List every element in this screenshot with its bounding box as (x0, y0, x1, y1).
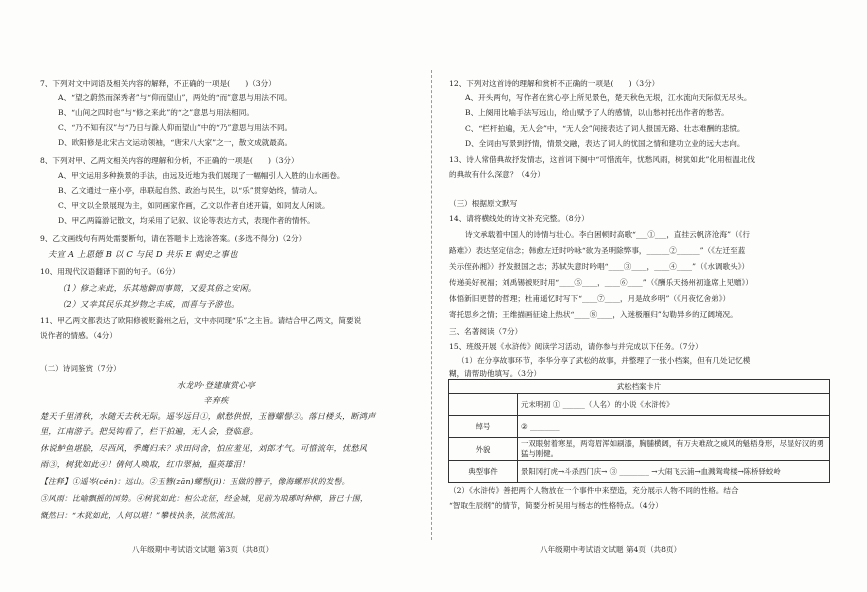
q7-option-d: D、欧阳修是北宋古文运动领袖，“唐宋八大家”之一，散文成就最高。 (58, 138, 293, 147)
annotation-line-2: ③风雨：比喻飘摇的国势。④树犹如此：桓公北征，经金城，见前为琅琊时种柳，皆已十围， (40, 494, 368, 503)
poem-title: 水龙吟·登建康赏心亭 (176, 380, 256, 390)
q12-option-b: B、上阕用比喻手法写远山，给山赋予了人的感情，以山愁衬托出作者的愁苦。 (465, 108, 729, 117)
q15-part1: （1）在分享故事环节，李华分享了武松的故事，并整理了一张小档案，但有几处记忆模 (457, 356, 751, 365)
q10-sentence-1: （1）修之来此，乐其地僻而事简，又爱其俗之安闲。 (58, 283, 257, 293)
q8-option-d: D、甲乙两篇游记散文，均采用了记叙、议论等表达方式，表现作者的情怀。 (58, 216, 315, 225)
poem-line-2: 里，江南游子。把吴钩看了，栏干拍遍，无人会，登临意。 (40, 426, 259, 436)
section-classics-heading: 三、名著阅读（7分） (449, 327, 523, 336)
card-row-author-label (449, 394, 518, 416)
poem-line-4: 雨③，树犹如此④！倩何人唤取，红巾翠袖，揾英雄泪！ (40, 459, 250, 469)
q8-option-b: B、乙文通过一座小亭，串联起自然、政治与民生，以“乐”贯穿始终，情动人。 (58, 186, 322, 195)
q12-option-a: A、开头两句，写作者在赏心亭上所见景色，楚天秋色无垠，江水流向天际似无尽头。 (465, 93, 752, 102)
q14-line-4: 传递美好祝福；刘禹锡被贬时用“____⑤____，____⑥____”（《酬乐天扬州初逢席上见赠》） (449, 278, 753, 287)
q15-part1-cont: 糊，请帮助他填写。（3分） (449, 369, 542, 378)
card-row-events-label: 典型事件 (449, 461, 518, 483)
right-page (433, 0, 867, 592)
annotation-line-3: 慨然曰：“木犹如此，人何以堪！”攀枝执条，泫然流泪。 (40, 511, 241, 520)
q9-sentence: 夫宣 A 上恩德 B 以 C 与民 D 共乐 E 刺史之事也 (48, 249, 238, 259)
wusong-profile-card (448, 379, 830, 483)
q8-option-a: A、甲文运用多种换景的手法，由远及近地为我们展现了一幅幅引人入胜的山水画卷。 (58, 171, 345, 180)
q8-stem: 8、下列对甲、乙两文相关内容的理解和分析，不正确的一项是( )（3分） (40, 156, 299, 165)
q11-stem-cont: 说作者的情感。（4分） (40, 331, 117, 340)
q14-line-5: 体悟新旧更替的哲理；杜甫遥忆时写下“____⑦____，月是故乡明”（《月夜忆舍弟》） (449, 294, 731, 303)
card-title: 武松档案卡片 (449, 380, 830, 394)
card-row-events-value[interactable]: 景阳冈打虎→斗杀西门庆→ ③ ________ →大闹飞云浦→血溅鸳鸯楼→陈桥驿蛟岭 (518, 461, 830, 483)
left-page (0, 0, 432, 592)
q14-line-2: 路难》）表达坚定信念；韩愈左迁时吟咏“欲为圣明除弊事，______②______”（《左迁至蓝 (449, 246, 746, 255)
poem-author: 辛弃疾 (203, 395, 229, 405)
poem-line-1: 楚天千里清秋，水随天去秋无际。遥岑远目①，献愁供恨，玉簪螺髻②。落日楼头，断鸿声 (40, 411, 376, 421)
annotation-line-1: 【注释】①遥岑(cén)：远山。②玉簪(zān)螺髻(jì)：玉做的簪子，像海螺形状的发髻。 (40, 477, 350, 486)
q12-option-d: D、全词由写景到抒情，情景交融，表达了词人的忧国之情和建功立业的远大志向。 (465, 139, 745, 148)
q13-stem-cont: 的典故有什么深意？（4分） (449, 170, 545, 179)
q7-option-a: A、“望之蔚然而深秀者”与“仰而望山”，两处的“而”意思与用法不同。 (58, 93, 292, 102)
section-poetry-heading: （二）诗词鉴赏（7分） (40, 364, 121, 373)
card-row-nickname-value[interactable]: ② ________ (518, 416, 830, 438)
page-footer-left: 八年级期中考试语文试题 第3页（共8页） (132, 545, 274, 554)
q12-option-c: C、“栏杆拍遍，无人会”中，“无人会”间接表达了词人报国无路、壮志难酬的悲愤。 (465, 124, 745, 133)
q15-part2-cont: “智取生辰纲”的情节，简要分析吴用与杨志的性格特点。（4分） (449, 501, 663, 510)
poem-line-3: 休说鲈鱼堪脍，尽西风，季鹰归未？求田问舍，怕应羞见，刘郎才气。可惜流年，忧愁风 (40, 443, 368, 453)
q7-stem: 7、下列对文中词语及相关内容的解释，不正确的一项是( )（3分） (40, 79, 276, 88)
card-row-appearance-value: 一双眼射着寒星，两弯眉浑如刷漆，胸脯横阔，有万夫难敌之威风的魁梧身形，尽显好汉的勇猛与刚健。 (518, 438, 830, 461)
q12-stem: 12、下列对这首诗的理解和赏析不正确的一项是( )（3分） (449, 79, 660, 88)
section-recitation-heading: （三）根据原文默写 (449, 199, 518, 208)
page-divider (431, 70, 432, 540)
q15-part2: （2）《水浒传》善把两个人物放在一个事件中来塑造，充分展示人物不同的性格。结合 (449, 486, 739, 495)
q15-stem: 15、班级开展《水浒传》阅读学习活动，请你参与并完成以下任务。（7分） (449, 342, 703, 351)
q7-option-b: B、“山间之四时也”与“修之来此”的“之”意思与用法相同。 (58, 108, 254, 117)
q11-stem: 11、甲乙两文都表达了欧阳修被贬滁州之后，文中亦同现“乐”之主旨。请结合甲乙两文，简要说 (40, 316, 362, 325)
q10-stem: 10、用现代汉语翻译下面的句子。（6分） (40, 267, 180, 276)
q8-option-c: C、甲文以全景展现为主，如同画家作画，乙文以作者自述开篇，如同友人闲谈。 (58, 201, 330, 210)
q14-line-1: 诗文承载着中国人的诗情与壮心。李白困顿时高歌“___①___，直挂云帆济沧海”（《行 (465, 230, 750, 239)
q14-stem: 14、请将横线处的诗文补充完整。（8分） (449, 214, 589, 223)
q7-option-c: C、“乃不知有汉”与“乃日与滁人仰而望山”中的“乃”意思与用法不同。 (58, 123, 293, 132)
card-row-nickname-label: 绰号 (449, 416, 518, 438)
q14-line-6: 寄托思乡之情；王维描画征途上热状“____⑧____，入迷极雁归”勾勒异乡的辽阔境况。 (449, 310, 738, 319)
card-row-appearance-label: 外貌 (449, 438, 518, 461)
q14-line-3: 关示侄孙湘》）抒发报国之志；苏轼失意时吟唱“____③____，____④____”（《水调歌头》） (449, 262, 750, 271)
page-footer-right: 八年级期中考试语文试题 第4页（共8页） (540, 545, 682, 554)
card-row-author-value[interactable]: 元末明初 ① ______（人名）的小说《水浒传》 (518, 394, 830, 416)
q9-stem: 9、乙文画线句有两处需要断句，请在答题卡上选涂答案。(多选不得分)（2分） (40, 234, 307, 243)
q13-stem: 13、诗人常借典故抒发情志，这首词下阕中“可惜流年，忧愁风雨，树犹如此”化用桓温北伐 (449, 155, 755, 164)
q10-sentence-2: （2）又幸其民乐其岁物之丰成，而喜与予游也。 (58, 299, 240, 309)
